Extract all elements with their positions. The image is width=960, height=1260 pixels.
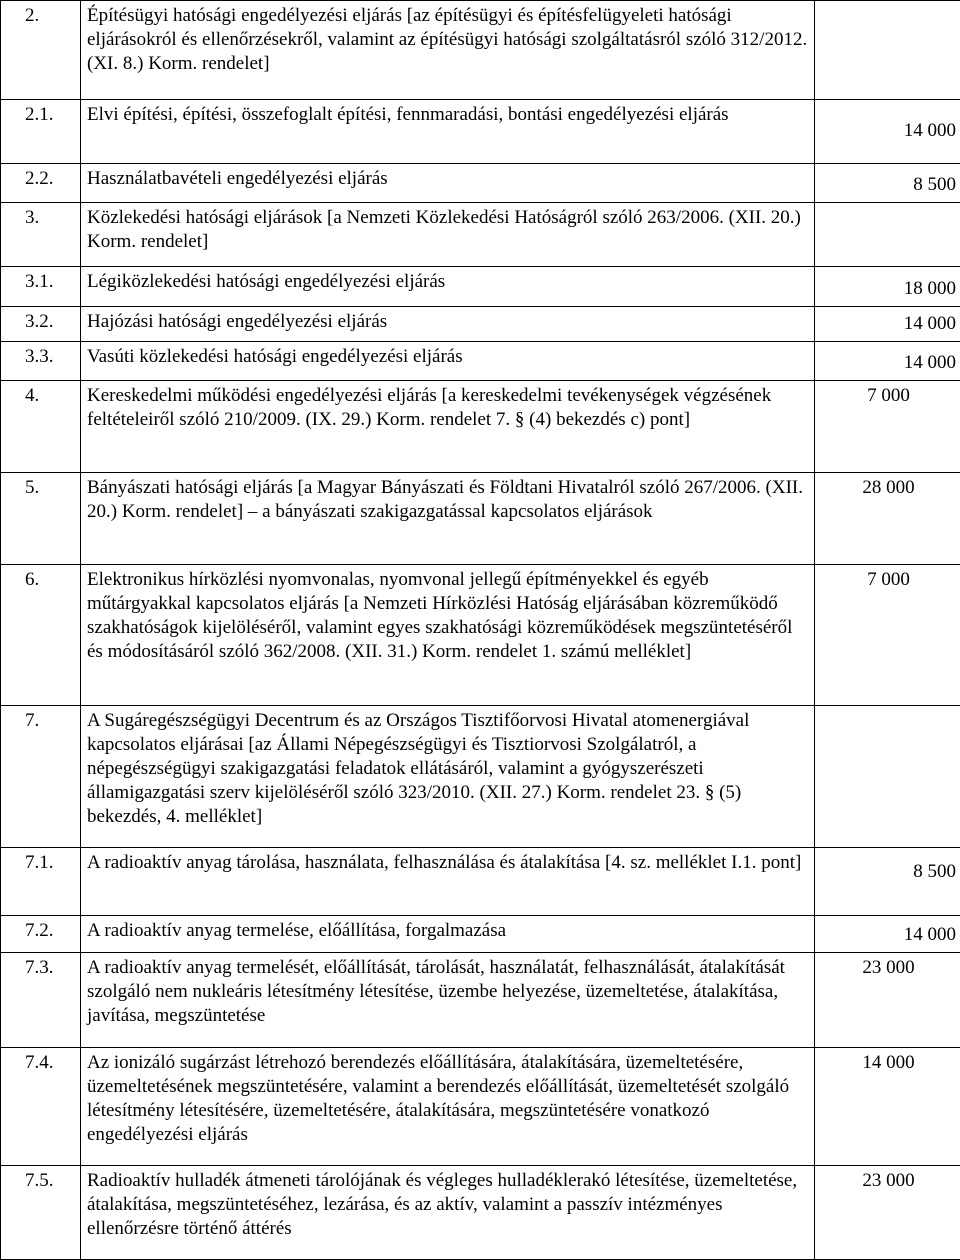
row-description: Vasúti közlekedési hatósági engedélyezési eljárás — [81, 342, 815, 381]
row-description: Használatbavételi engedélyezési eljárás — [81, 164, 815, 203]
row-number: 7. — [1, 706, 81, 848]
row-number: 3. — [1, 203, 81, 267]
table-row — [1, 1, 960, 100]
row-fee: 7 000 — [815, 565, 960, 706]
row-description: A radioaktív anyag tárolása, használata, felhasználása és átalakítása [4. sz. melléklet I.1. pont] — [81, 848, 815, 916]
row-fee — [815, 1, 960, 100]
table-row — [1, 706, 960, 848]
table-row — [1, 916, 960, 953]
table-row — [1, 848, 960, 916]
row-number: 4. — [1, 381, 81, 473]
table-row — [1, 342, 960, 381]
row-number: 3.1. — [1, 267, 81, 307]
row-number: 7.2. — [1, 916, 81, 953]
row-fee: 8 500 — [815, 848, 960, 916]
row-fee: 14 000 — [815, 342, 960, 381]
table-row — [1, 565, 960, 706]
row-description: Építésügyi hatósági engedélyezési eljárás [az építésügyi és építésfelügyeleti hatósági eljárásokról és ellenőrzésekről, valamint az építésügyi hatósági szolgáltatásról szóló 312/2012. (XI. 8.) Korm. rendelet] — [81, 1, 815, 100]
table-row — [1, 473, 960, 565]
table-row — [1, 307, 960, 342]
row-description: Radioaktív hulladék átmeneti tárolójának és végleges hulladéklerakó létesítése, üzemeltetése, átalakítása, megszüntetéséhez, lezárása, és az aktív, valamint a passzív intézményes ellenőrzésre történő áttérés — [81, 1166, 815, 1260]
row-fee: 23 000 — [815, 1166, 960, 1260]
row-number: 3.3. — [1, 342, 81, 381]
row-number: 2.2. — [1, 164, 81, 203]
row-number: 6. — [1, 565, 81, 706]
table-row — [1, 381, 960, 473]
row-number: 2.1. — [1, 100, 81, 164]
table-row — [1, 1048, 960, 1166]
row-description: Elvi építési, építési, összefoglalt építési, fennmaradási, bontási engedélyezési eljárás — [81, 100, 815, 164]
row-fee: 14 000 — [815, 1048, 960, 1166]
row-description: Légiközlekedési hatósági engedélyezési eljárás — [81, 267, 815, 307]
row-description: Az ionizáló sugárzást létrehozó berendezés előállítására, átalakítására, üzemeltetésére, üzemeltetésének megszüntetésére, valamint a berendezés előállítását, üzemeltetését szolgáló létesítmény létesítésére, üzemeltetésére, átalakítására, megszüntetésére vonatkozó engedélyezési eljárás — [81, 1048, 815, 1166]
table-row — [1, 1166, 960, 1260]
row-fee: 14 000 — [815, 916, 960, 953]
row-number: 7.1. — [1, 848, 81, 916]
table-row — [1, 203, 960, 267]
row-fee: 14 000 — [815, 100, 960, 164]
row-description: A radioaktív anyag termelése, előállítása, forgalmazása — [81, 916, 815, 953]
row-description: Bányászati hatósági eljárás [a Magyar Bányászati és Földtani Hivatalról szóló 267/2006. (XII. 20.) Korm. rendelet] – a bányászati szakigazgatással kapcsolatos eljárások — [81, 473, 815, 565]
row-description: A Sugáregészségügyi Decentrum és az Országos Tisztifőorvosi Hivatal atomenergiával kapcsolatos eljárásai [az Állami Népegészségügyi és Tisztiorvosi Szolgálatról, a népegészségügyi szakigazgatási feladatok ellátásáról, valamint a gyógyszerészeti államigazgatási szerv kijelöléséről szóló 323/2010. (XII. 27.) Korm. rendelet 23. § (5) bekezdés, 4. melléklet] — [81, 706, 815, 848]
table-row — [1, 267, 960, 307]
row-fee: 8 500 — [815, 164, 960, 203]
row-number: 2. — [1, 1, 81, 100]
row-description: Közlekedési hatósági eljárások [a Nemzeti Közlekedési Hatóságról szóló 263/2006. (XII. 20.) Korm. rendelet] — [81, 203, 815, 267]
row-fee: 18 000 — [815, 267, 960, 307]
row-fee: 7 000 — [815, 381, 960, 473]
row-number: 7.5. — [1, 1166, 81, 1260]
row-description: Kereskedelmi működési engedélyezési eljárás [a kereskedelmi tevékenységek végzésének feltételeiről szóló 210/2009. (IX. 29.) Korm. rendelet 7. § (4) bekezdés c) pont] — [81, 381, 815, 473]
row-number: 3.2. — [1, 307, 81, 342]
row-fee: 14 000 — [815, 307, 960, 342]
row-number: 5. — [1, 473, 81, 565]
row-description: A radioaktív anyag termelését, előállítását, tárolását, használatát, felhasználását, átalakítását szolgáló nem nukleáris létesítmény létesítése, üzembe helyezése, üzemeltetése, átalakítása, javítása, megszüntetése — [81, 953, 815, 1048]
row-fee — [815, 706, 960, 848]
row-fee: 28 000 — [815, 473, 960, 565]
row-number: 7.3. — [1, 953, 81, 1048]
row-fee: 23 000 — [815, 953, 960, 1048]
row-description: Elektronikus hírközlési nyomvonalas, nyomvonal jellegű építményekkel és egyéb műtárgyakkal kapcsolatos eljárás [a Nemzeti Hírközlési Hatóság eljárásában közreműködő szakhatóságok kijelöléséről, valamint egyes szakhatósági közreműködések megszüntetéséről és módosításáról szóló 362/2008. (XII. 31.) Korm. rendelet 1. számú melléklet] — [81, 565, 815, 706]
row-number: 7.4. — [1, 1048, 81, 1166]
table-row — [1, 100, 960, 164]
row-description: Hajózási hatósági engedélyezési eljárás — [81, 307, 815, 342]
table-row — [1, 164, 960, 203]
table-row — [1, 953, 960, 1048]
row-fee — [815, 203, 960, 267]
